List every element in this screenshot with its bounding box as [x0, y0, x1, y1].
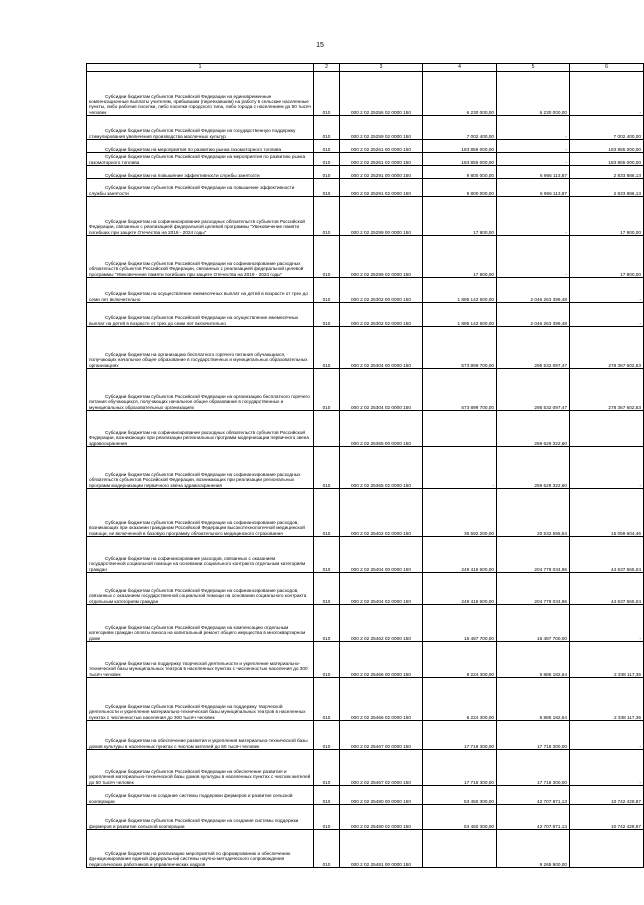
row-exec-cell: 16 487 700,00: [497, 605, 570, 642]
row-code-cell: 010: [314, 369, 340, 411]
row-plan-cell: 53 450 300,00: [423, 805, 497, 830]
table-row: [87, 678, 644, 721]
row-code-cell: 010: [314, 489, 340, 537]
row-exec-cell: -: [497, 197, 570, 236]
row-kbk-cell: 000 2 02 25462 02 0000 150: [340, 605, 423, 642]
row-plan-cell: 183 855 000,00: [423, 153, 497, 166]
row-plan-cell: 7 002 400,00: [423, 116, 497, 140]
row-kbk-cell: 000 2 02 25299 00 0000 150: [340, 197, 423, 236]
row-exec-cell: 6 230 000,00: [497, 72, 570, 116]
table-row: [87, 642, 644, 678]
row-code-cell: 010: [314, 236, 340, 278]
row-kbk-cell: 000 2 02 25467 00 0000 150: [340, 721, 423, 750]
row-exec-cell: 6 966 113,87: [497, 166, 570, 179]
row-code-cell: 010: [314, 573, 340, 605]
row-kbk-cell: 000 2 02 25302 00 0000 150: [340, 278, 423, 303]
header-col-6: 6: [570, 64, 644, 72]
row-kbk-cell: 000 2 02 25404 00 0000 150: [340, 537, 423, 573]
row-exec-cell: 204 779 034,96: [497, 537, 570, 573]
table-row: [87, 236, 644, 278]
row-name-cell: Субсидии бюджетам на обеспечение развития и укрепления материально-технической базы домов культуры в населенных пунктах с числом жителей до 50 тысяч человек: [87, 721, 314, 750]
row-rest-cell: [570, 830, 644, 868]
row-kbk-cell: 000 2 02 25304 00 0000 150: [340, 327, 423, 369]
row-code-cell: 010: [314, 197, 340, 236]
table-row: [87, 537, 644, 573]
row-rest-cell: 278 367 602,53: [570, 369, 644, 411]
row-exec-cell: 295 532 097,47: [497, 327, 570, 369]
row-rest-cell: 183 855 000,00: [570, 153, 644, 166]
row-exec-cell: -: [497, 140, 570, 153]
row-exec-cell: 269 629 322,60: [497, 411, 570, 447]
row-name-cell: Субсидии бюджетам субъектов Российской Федерации на повышение эффективности службы занятости: [87, 179, 314, 197]
row-exec-cell: 17 718 300,00: [497, 750, 570, 786]
row-plan-cell: 35 592 200,00: [423, 489, 497, 537]
row-code-cell: 010: [314, 72, 340, 116]
row-name-cell: Субсидии бюджетам субъектов Российской Федерации на мероприятия по развитию рынка газомоторного топлива: [87, 153, 314, 166]
table-row: [87, 166, 644, 179]
row-rest-cell: -: [570, 721, 644, 750]
row-rest-cell: 278 367 602,53: [570, 327, 644, 369]
header-col-3: 3: [340, 64, 423, 72]
row-kbk-cell: 000 2 02 25259 02 0000 150: [340, 116, 423, 140]
header-col-1: 1: [87, 64, 314, 72]
header-row: [87, 64, 644, 72]
row-exec-cell: 42 707 871,13: [497, 786, 570, 805]
table-row: [87, 830, 644, 868]
row-plan-cell: 6 230 000,00: [423, 72, 497, 116]
row-exec-cell: 2 046 263 399,48: [497, 278, 570, 303]
table-row: [87, 750, 644, 786]
table-row: [87, 573, 644, 605]
row-plan-cell: 53 450 300,00: [423, 786, 497, 805]
row-kbk-cell: 000 2 02 25302 02 0000 150: [340, 303, 423, 327]
row-rest-cell: -: [570, 447, 644, 489]
row-name-cell: Субсидии бюджетам на организацию бесплатного горячего питания обучающихся, получающих начальное общее образование в государственных и муниципальных образовательных организациях: [87, 327, 314, 369]
row-kbk-cell: 000 2 02 25291 00 0000 150: [340, 166, 423, 179]
row-kbk-cell: 000 2 02 25365 02 0000 150: [340, 447, 423, 489]
row-exec-cell: 269 629 322,60: [497, 447, 570, 489]
row-rest-cell: 17 800,00: [570, 236, 644, 278]
row-rest-cell: -: [570, 750, 644, 786]
table-row: [87, 786, 644, 805]
row-name-cell: Субсидии бюджетам субъектов Российской Федерации на единовременные компенсационные выплаты учителям, прибывшим (переехавшим) на работу в сельские населенные пункты, либо рабочие поселки, либо поселки городского типа, либо города с населением до 50 тысяч человек: [87, 72, 314, 116]
table-row: [87, 278, 644, 303]
row-name-cell: Субсидии бюджетам субъектов Российской Федерации на обеспечение развития и укрепления материально-технической базы домов культуры в населенных пунктах с числом жителей до 50 тысяч человек: [87, 750, 314, 786]
row-plan-cell: 249 416 600,00: [423, 537, 497, 573]
row-name-cell: Субсидии бюджетам на создание системы поддержки фермеров и развитие сельской кооперации: [87, 786, 314, 805]
row-rest-cell: -: [570, 72, 644, 116]
row-plan-cell: 9 800 000,00: [423, 166, 497, 179]
table-row: [87, 411, 644, 447]
row-name-cell: Субсидии бюджетам на софинансирование расходных обязательств субъектов Российской Федерации, возникающих при реализации региональных программ модернизации первичного звена здравоохранения: [87, 411, 314, 447]
table-row: [87, 72, 644, 116]
table-row: [87, 179, 644, 197]
row-code-cell: 010: [314, 805, 340, 830]
row-name-cell: Субсидии бюджетам субъектов Российской Федерации на осуществление ежемесячных выплат на детей в возрасте от трех до семи лет включительно: [87, 303, 314, 327]
row-kbk-cell: 000 2 02 25481 00 0000 150: [340, 830, 423, 868]
row-plan-cell: 8 224 300,00: [423, 678, 497, 721]
row-name-cell: Субсидии бюджетам субъектов Российской Федерации на софинансирование расходных обязательств субъектов Российской Федерации, возникающих при реализации региональных программ модернизации первичного звена здравоохранения: [87, 447, 314, 489]
row-rest-cell: 2 338 117,36: [570, 678, 644, 721]
row-rest-cell: -: [570, 278, 644, 303]
row-plan-cell: 9 800 000,00: [423, 179, 497, 197]
row-plan-cell: 249 416 600,00: [423, 573, 497, 605]
row-rest-cell: 2 338 117,36: [570, 642, 644, 678]
row-exec-cell: 295 532 097,47: [497, 369, 570, 411]
table-row: [87, 153, 644, 166]
row-plan-cell: 8 224 300,00: [423, 642, 497, 678]
row-kbk-cell: 000 2 02 25467 02 0000 150: [340, 750, 423, 786]
row-plan-cell: 1 895 142 600,00: [423, 303, 497, 327]
row-kbk-cell: 000 2 02 25365 00 0000 150: [340, 411, 423, 447]
row-code-cell: 010: [314, 786, 340, 805]
header-col-2: 2: [314, 64, 340, 72]
row-name-cell: Субсидии бюджетам субъектов Российской Федерации на компенсацию отдельным категориям граждан оплаты взноса на капитальный ремонт общего имущества в многоквартирном доме: [87, 605, 314, 642]
table-row: [87, 197, 644, 236]
row-exec-cell: 6 966 113,87: [497, 179, 570, 197]
row-kbk-cell: 000 2 02 25480 02 0000 150: [340, 805, 423, 830]
row-code-cell: 010: [314, 278, 340, 303]
row-name-cell: Субсидии бюджетам субъектов Российской Федерации на организацию бесплатного горячего питания обучающихся, получающих начальное общее образование в государственных и муниципальных образовательных организациях: [87, 369, 314, 411]
table-row: [87, 303, 644, 327]
row-name-cell: Субсидии бюджетам субъектов Российской Федерации на поддержку творческой деятельности и укрепление материально-технической базы муниципальных театров в населенных пунктах с численностью населения до 300 тысяч человек: [87, 678, 314, 721]
row-plan-cell: 1 895 142 600,00: [423, 278, 497, 303]
row-rest-cell: 2 833 886,13: [570, 166, 644, 179]
row-name-cell: Субсидии бюджетам субъектов Российской Федерации на софинансирование расходов, связанных с оказанием государственной социальной помощи на основании социального контракта отдельным категориям граждан: [87, 573, 314, 605]
row-rest-cell: 10 742 428,87: [570, 805, 644, 830]
row-rest-cell: 44 637 565,04: [570, 537, 644, 573]
page-number: 15: [316, 42, 324, 49]
row-rest-cell: [570, 411, 644, 447]
row-kbk-cell: 000 2 02 25402 02 0000 150: [340, 489, 423, 537]
row-plan-cell: 573 899 700,00: [423, 369, 497, 411]
row-plan-cell: 16 487 700,00: [423, 605, 497, 642]
table-row: [87, 447, 644, 489]
row-code-cell: 010: [314, 678, 340, 721]
table-row: [87, 369, 644, 411]
row-code-cell: [314, 411, 340, 447]
budget-table: [86, 63, 644, 868]
row-exec-cell: 204 779 034,96: [497, 573, 570, 605]
table-row: [87, 116, 644, 140]
row-kbk-cell: 000 2 02 25466 02 0000 150: [340, 678, 423, 721]
row-name-cell: Субсидии бюджетам на повышение эффективности службы занятости: [87, 166, 314, 179]
row-plan-cell: [423, 830, 497, 868]
row-code-cell: 010: [314, 642, 340, 678]
row-plan-cell: 17 718 300,00: [423, 750, 497, 786]
row-exec-cell: -: [497, 116, 570, 140]
row-name-cell: Субсидии бюджетам субъектов Российской Федерации на софинансирование расходных обязательств субъектов Российской Федерации, связанных с реализацией федеральной целевой программы "Увековечение памяти погибших при защите Отечества на 2019 - 2024 годы": [87, 236, 314, 278]
row-plan-cell: 183 855 000,00: [423, 140, 497, 153]
row-exec-cell: -: [497, 153, 570, 166]
row-name-cell: Субсидии бюджетам субъектов Российской Федерации на создание системы поддержки фермеров и развитие сельской кооперации: [87, 805, 314, 830]
row-exec-cell: -: [497, 236, 570, 278]
row-plan-cell: 17 718 300,00: [423, 721, 497, 750]
table-row: [87, 140, 644, 153]
table-row: [87, 605, 644, 642]
row-exec-cell: 2 046 263 399,48: [497, 303, 570, 327]
row-kbk-cell: 000 2 02 25304 02 0000 150: [340, 369, 423, 411]
row-code-cell: 010: [314, 116, 340, 140]
row-kbk-cell: 000 2 02 25299 02 0000 150: [340, 236, 423, 278]
row-code-cell: 010: [314, 605, 340, 642]
row-code-cell: 010: [314, 750, 340, 786]
row-rest-cell: 44 637 565,04: [570, 573, 644, 605]
row-kbk-cell: 000 2 02 25261 00 0000 150: [340, 140, 423, 153]
row-code-cell: 010: [314, 303, 340, 327]
row-code-cell: 010: [314, 166, 340, 179]
row-name-cell: Субсидии бюджетам на софинансирование расходов, связанных с оказанием государственной социальной помощи на основании социального контракта отдельным категориям граждан: [87, 537, 314, 573]
row-code-cell: 010: [314, 179, 340, 197]
row-code-cell: 010: [314, 447, 340, 489]
row-plan-cell: 17 800,00: [423, 197, 497, 236]
row-exec-cell: 5 886 182,64: [497, 678, 570, 721]
table-row: [87, 805, 644, 830]
row-name-cell: Субсидии бюджетам на мероприятия по развитию рынка газомоторного топлива: [87, 140, 314, 153]
row-kbk-cell: 000 2 02 25404 02 0000 150: [340, 573, 423, 605]
table-row: [87, 721, 644, 750]
row-rest-cell: -: [570, 605, 644, 642]
table-body: [87, 72, 644, 868]
row-exec-cell: 42 707 871,13: [497, 805, 570, 830]
row-code-cell: 010: [314, 153, 340, 166]
row-code-cell: 010: [314, 830, 340, 868]
row-kbk-cell: 000 2 02 25480 00 0000 150: [340, 786, 423, 805]
row-name-cell: Субсидии бюджетам на осуществление ежемесячных выплат на детей в возрасте от трех до семи лет включительно: [87, 278, 314, 303]
row-name-cell: Субсидии бюджетам на реализацию мероприятий по формированию и обеспечению функционирования единой федеральной системы научно-методического сопровождения педагогических работников и управленческих кадров: [87, 830, 314, 868]
row-plan-cell: [423, 411, 497, 447]
row-rest-cell: 15 059 604,46: [570, 489, 644, 537]
row-rest-cell: -: [570, 303, 644, 327]
header-col-5: 5: [497, 64, 570, 72]
row-kbk-cell: 000 2 02 25261 02 0000 150: [340, 153, 423, 166]
row-kbk-cell: 000 2 02 25466 00 0000 150: [340, 642, 423, 678]
row-kbk-cell: 000 2 02 25291 02 0000 150: [340, 179, 423, 197]
row-rest-cell: 183 855 000,00: [570, 140, 644, 153]
row-exec-cell: 20 532 595,54: [497, 489, 570, 537]
row-plan-cell: 573 899 700,00: [423, 327, 497, 369]
row-name-cell: Субсидии бюджетам на софинансирование расходных обязательств субъектов Российской Федерации, связанных с реализацией федеральной целевой программы "Увековечение памяти погибших при защите Отечества на 2019 - 2024 годы": [87, 197, 314, 236]
header-col-4: 4: [423, 64, 497, 72]
row-code-cell: 010: [314, 721, 340, 750]
row-rest-cell: 17 800,00: [570, 197, 644, 236]
row-name-cell: Субсидии бюджетам субъектов Российской Федерации на государственную поддержку стимулирования увеличения производства масличных культур: [87, 116, 314, 140]
table-row: [87, 489, 644, 537]
row-exec-cell: 5 886 182,64: [497, 642, 570, 678]
row-code-cell: 010: [314, 140, 340, 153]
row-rest-cell: 7 002 400,00: [570, 116, 644, 140]
row-rest-cell: 10 742 428,87: [570, 786, 644, 805]
row-kbk-cell: 000 2 02 25256 02 0000 150: [340, 72, 423, 116]
row-name-cell: Субсидии бюджетам субъектов Российской Федерации на софинансирование расходов, возникающих при оказании гражданам Российской Федерации высокотехнологичной медицинской помощи, не включенной в базовую программу обязательного медицинского страхования: [87, 489, 314, 537]
row-code-cell: 010: [314, 537, 340, 573]
row-plan-cell: 17 800,00: [423, 236, 497, 278]
row-rest-cell: 2 833 886,13: [570, 179, 644, 197]
table-row: [87, 327, 644, 369]
row-code-cell: 010: [314, 327, 340, 369]
row-exec-cell: 9 265 900,00: [497, 830, 570, 868]
row-name-cell: Субсидии бюджетам на поддержку творческой деятельности и укрепление материально-технической базы муниципальных театров в населенных пунктах с численностью населения до 300 тысяч человек: [87, 642, 314, 678]
row-plan-cell: -: [423, 447, 497, 489]
row-exec-cell: 17 718 300,00: [497, 721, 570, 750]
